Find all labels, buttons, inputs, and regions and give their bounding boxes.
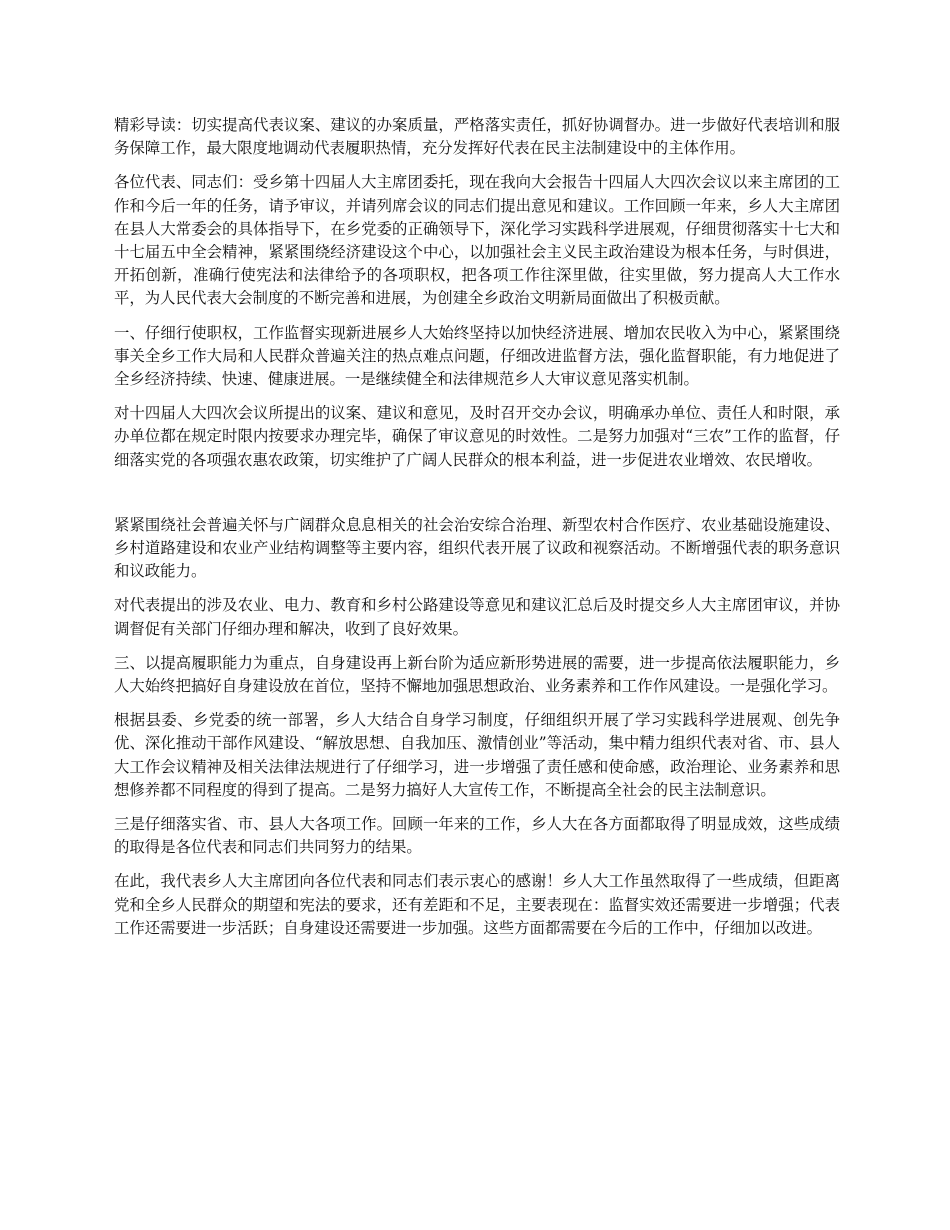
body-paragraph: 三是仔细落实省、市、县人大各项工作。回顾一年来的工作，乡人大在各方面都取得了明显成效，这些成绩的取得是各位代表和同志们共同努力的结果。 bbox=[114, 815, 840, 857]
section-three-paragraph: 三、以提高履职能力为重点，自身建设再上新台阶为适应新形势进展的需要，进一步提高依法履职能力，乡人大始终把搞好自身建设放在首位，坚持不懈地加强思想政治、业务素养和工作作风建设。一是强化学习。 bbox=[114, 653, 840, 696]
body-paragraph: 根据县委、乡党委的统一部署，乡人大结合自身学习制度，仔细组织开展了学习实践科学进展观、创先争优、深化推动干部作风建设、“解放思想、自我加压、激情创业”等活动，集中精力组织代表对省、市、县人大工作会议精神及相关法律法规进行了仔细学习，进一步增强了责任感和使命感，政治理论、业务素养和思想修养都不同程度的得到了提高。二是努力搞好人大宣传工作，不断提高全社会的民主法制意识。 bbox=[114, 711, 840, 799]
intro-paragraph: 精彩导读：切实提高代表议案、建议的办案质量，严格落实责任，抓好协调督办。进一步做好代表培训和服务保障工作，最大限度地调动代表履职热情，充分发挥好代表在民主法制建设中的主体作用。 bbox=[114, 116, 840, 158]
opening-paragraph: 各位代表、同志们：受乡第十四届人大主席团委托，现在我向大会报告十四届人大四次会议以来主席团的工作和今后一年的任务，请予审议，并请列席会议的同志们提出意见和建议。工作回顾一年来，乡人大主席团在县人大常委会的具体指导下，在乡党委的正确领导下，深化学习实践科学进展观，仔细贯彻落实十七大和十七届五中全会精神，紧紧围绕经济建设这个中心，以加强社会主义民主政治建设为根本任务，与时俱进，开拓创新，准确行使宪法和法律给予的各项职权，把各项工作往深里做，往实里做，努力提高人大工作水平，为人民代表大会制度的不断完善和进展，为创建全乡政治文明新局面做出了积极贡献。 bbox=[114, 173, 840, 308]
closing-paragraph: 在此，我代表乡人大主席团向各位代表和同志们表示衷心的感谢！乡人大工作虽然取得了一些成绩，但距离党和全乡人民群众的期望和宪法的要求，还有差距和不足，主要表现在：监督实效还需要进一步增强；代表工作还需要进一步活跃；自身建设还需要进一步加强。这些方面都需要在今后的工作中，仔细加以改进。 bbox=[114, 872, 840, 937]
body-paragraph: 紧紧围绕社会普遍关怀与广阔群众息息相关的社会治安综合治理、新型农村合作医疗、农业基础设施建设、乡村道路建设和农业产业结构调整等主要内容，组织代表开展了议政和视察活动。不断增强代表的职务意识和议政能力。 bbox=[114, 515, 840, 581]
body-paragraph: 对十四届人大四次会议所提出的议案、建议和意见，及时召开交办会议，明确承办单位、责任人和时限，承办单位都在规定时限内按要求办理完毕，确保了审议意见的时效性。二是努力加强对“三农”工作的监督，仔细落实党的各项强农惠农政策，切实维护了广阔人民群众的根本利益，进一步促进农业增效、农民增收。 bbox=[114, 404, 840, 469]
body-paragraph: 对代表提出的涉及农业、电力、教育和乡村公路建设等意见和建议汇总后及时提交乡人大主席团审议，并协调督促有关部门仔细办理和解决，收到了良好效果。 bbox=[114, 596, 840, 638]
section-one-paragraph: 一、仔细行使职权，工作监督实现新进展乡人大始终坚持以加快经济进展、增加农民收入为中心，紧紧围绕事关全乡工作大局和人民群众普遍关注的热点难点问题，仔细改进监督方法，强化监督职能，有力地促进了全乡经济持续、快速、健康进展。一是继续健全和法律规范乡人大审议意见落实机制。 bbox=[114, 323, 840, 389]
document-body bbox=[114, 114, 840, 951]
